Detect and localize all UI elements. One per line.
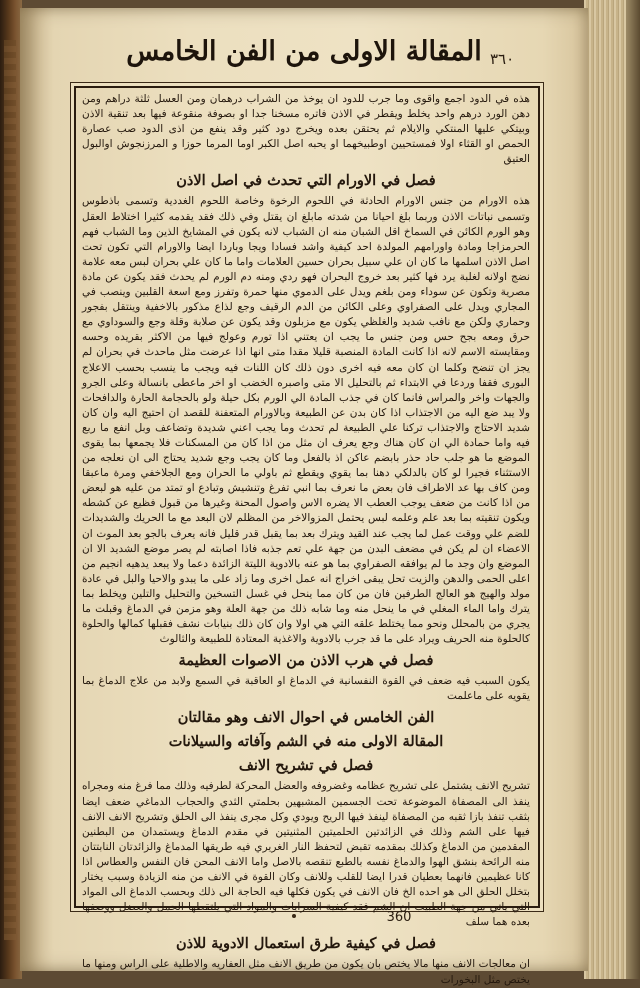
running-head: المقالة الاولى من الفن الخامس [126, 36, 482, 67]
section-heading: فصل في الاورام التي تحدث في اصل الاذن [176, 172, 436, 190]
page-number-label: 360 [386, 910, 412, 925]
page-edges [584, 0, 640, 979]
section-heading: المقالة الاولى منه في الشم وآفاته والسيلانات [168, 733, 444, 751]
book-binding [0, 0, 22, 979]
body-paragraph: ان معالجات الانف منها مالا يختص بان يكون من طريق الانف مثل العفاريه والاطلية على الراس ومنها ما يختص مثل البخورات [82, 958, 530, 986]
body-paragraph: هذه الاورام من جنس الاورام الحادثة في اللحوم الرخوة وخاصة اللحوم الغددية وتسمى باذطوس وتسمى نباتات الاذن وربما بلغ احيانا من شدته مابلغ ان يقتل وفي ذلك فقد يقدمه كثيرا اختلاط العقل وهو الورم الكائن في السماخ اقل الشبان منه ان الشباب لانه يكون في المشايخ الذين وما الشباب فهم الحرمزاجا ومادة واورامهم المولدة احد كيفية واشد فسادا ويجا وباردا ايضا والاورام التي تكون تحت اصل الاذن اسلمها ما كان ان علي سبيل بحران حسين العلامات واما ما كان علي بحران لبس معه علامة نضج اولانه لغلبة يرد فها كثير بعد خروج البحران فهو ردي ومنه دم الورم لم يحدث فقد يكون عن مادة مصرية وتكون عن سوداء ومن بلغم ويدل على الدموي منها حمرة وتفرز ومع اسعة القلبين وينصب في المجاري ويدل على الصفراوي وعلى الكائن من الدم الرقيف وجع لذاع مذكور بالاخفية وينتقل بفجور وحماري ولكن مع نافب شديد والغلظي يكون مع مزبلون وقد يكون عن صلابة وقلة وجع والسوداوي مع حرق ومعه بجح حس ومن جنس ما يجب ان يعتني اذا تورم وعولج فيها من الاكثر بقريده وحسه ومقايسته الاسم لانه اذا كانت المادة المنصبة قليلا مقدا متى انها اذا عرضت مثل ماحدث في بحران لم يجز ان تنضح وكلما ان كان معه فيه اخرى دون ذلك كان اللنات فيه ويجب ما ينسب بحسب الاعلاج البورى فقفا وردعا في الابتداء ثم بالتحليل الا متى واصبره الخضب او اخر ماعطى بانسالة وعلى الجرو والجهات واخر والمراس فانما كان في جذب المادة الي الورم بكل حيلة ولو بالحجامة الحارة والدافحات ولا يبد ضع اليه من الاجتذاب اذا كان بدن عن الطبيعة وبالاورام المتعفنة للقصد ان احتيج اليه وان كان شديد الاحتاج والاجتذاب تركنا علي الطبيعة لم تحدث وما يجب اعني شديدة وتضاعف وبل انفع ما ربع فيه واما حمادة الي ان كان هناك وجع يعرف ان مثل من اذا كان من المسكنات فلا يجمعها بما يقوى الموضع ما هو جلب حاد حذر بابضم عاكن اذ بالفعل وما كان يجب وجع شديد يحتاج الى ان نعلجه من الاستثناء فجيرا لو كان بالدلكي دهنا بما يقوي ويقطع ثم باولي ما الحران ومع الجلاخفي ومرة ماعبقا ومن كاف بها عد الاطراف فان بعض ما نعرف بما انبي تفرغ وتنشيش وتبادع او تمتد من عليه هو لبعض من اذا كانت من ضعف يوجب العطب الا يضره الاس واصول المحنة وغيرها من قبول فظيع عن كشطه ويكون تنقيته بما بعد علم وعلمه لبس يحتمل المزوالاخر من المظلم لان البعد مع ما الحريك والشديدات للضم علي ووقت عمل لما يجب عند القيد ويترك بعد بما يقبل قدر قليل فانه يعرف بالجو بعد الموت ان الاعضاء ان لم يكن في مضعف البدن من جهة علي تعم جذبه فاذا اصابته لم يصر موضع الشديد الا ان الموضع وان وجد ما لم يوافقه الصفراوي بما هو عنه بالادوية الليتة الزائدة دعما ولا يبعد يدهيه انجيم من اعلى الحمى والدهن والزيت تحل يبقى اخراج انه عمل اخرى وما زاد على ما يبدو والاحيا والبل في عادة مولد والهيج هو العالج الطرفين فان من كان مما ينحل في غسل التسخين والتحليل والتلين ويخلط بما يترك واما الماء المغلي في ما ينحل منه وما شابه ذلك من جهة العلة وهو مزمن في الدماغ وقبلت ما يجري من بالمحلل ونحو مما يختلط علقه التي هي اولا وان كان ذلك بنيابات نشف فقبلها كمالها والحلوة كالحلوة منه الحريف ويراد على ما قد جرب بالادوية والاغذية المعتادة للطبيعة والثالوث [82, 195, 530, 646]
body-paragraph: يكون السبب فيه ضعف في القوة النفسانية في الدماغ او العاقبة في السمع ولابد من علاج الدماغ بما يقويه على ماعلمت [82, 675, 530, 703]
binding-strip [4, 40, 16, 940]
folio-number: ٣٦٠ [490, 50, 515, 68]
manuscript-page [20, 8, 588, 986]
section-heading: فصل في كيفية طرق استعمال الادوية للاذن [176, 935, 436, 953]
body-paragraph: تشريح الانف يشتمل على تشريح عظامه وغضروفه والعضل المحركة لطرفيه وذلك مما فرغ منه ومجراه ينفذ الى المصفاة الموضوعة تحت الجسمين المشبهين بحلمتي الثدي والحجاب الدماغي ضعف ايضا بثقب تنفذ بازا ثقبه من المصفاة لينفذ فيها الريح ويودي وكل مجرى ينفذ الى الحلق وتشريح الانف الانف فيها على الشم وذلك في الزائدتين الحلميتين المثنيتين في مقدم الدماغ ويستمدان من البطنين المقدمين من الدماغ وكذلك بمقدمه تقبض لتحفظ النار الغريري فيه طريقها المدماغ والزائدتان النابتتان منه الرائحة بنشق الهوا والدماغ نفسه بالطبع تنقصه بالاصل واما الانف المحن فان النفس والعطاس اذا كانا عظيمين فانهما بعطيان قدرا ايضا للقلب وللانف وكان القوة في الانف من منه الزيادة وسبب يختار بتخلل الحلق الى هو احده الخ فان الانف في يكون فكلها فيه الحاجة الى ذلك وبحسب الدماغ الى المواد التي ياتي من جهة الطبيب ان الشم فقد كيفية السرايات والمواد التي يلتقطها الحمل والعضل ووصفها بعده هما سلف [82, 780, 530, 929]
section-heading: فصل في هرب الاذن من الاصوات العظيمة [178, 652, 434, 670]
section-heading: الفن الخامس في احوال الانف وهو مقالتان [177, 709, 435, 727]
body-paragraph: هذه في الدود اجمع واقوى وما جرب للدود ان يوخذ من الشراب درهمان ومن العسل ثلثة دراهم ومن دهن الورد درهم واحد يخلط ويقطر في الاذن فاتره مسخنا جدا او بصوفة منقوعة فيها بعد تنقية الاذن وبيتكي عليها المنتكي والايلام ثم يحتقن بعده ويخرج دود كثير وقد ينفع من اذى الدود صب عصارة الحمص او القثاء اولا فمستحيين اوطبيخهما او يحبه اصل الكبر اوما المرما حوزا و المرزنجوش اوالبول العتيق [82, 93, 530, 166]
page-number [20, 910, 588, 925]
section-heading: فصل في تشريح الانف [238, 757, 374, 775]
